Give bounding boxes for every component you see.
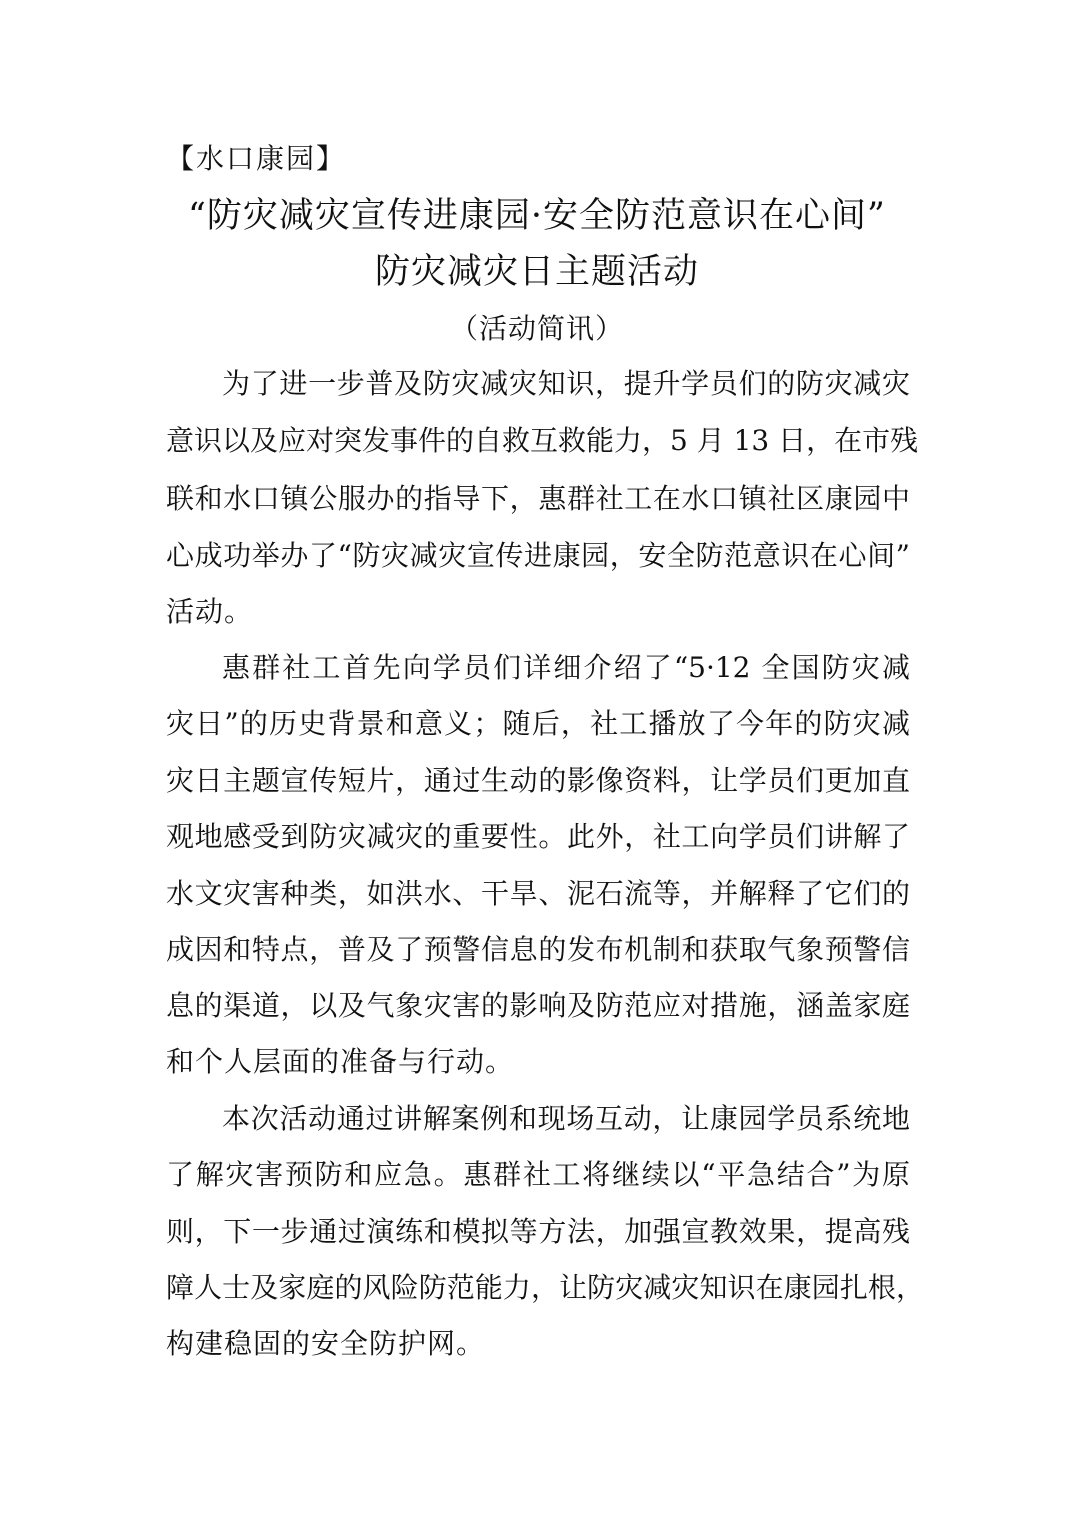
title-line-1: “防灾减灾宣传进康园·安全防范意识在心间”	[188, 196, 886, 236]
paragraph-line: 和个人层面的准备与行动。	[166, 1045, 515, 1078]
paragraph-line: 惠群社工首先向学员们详细介绍了“5·12 全国防灾减	[222, 651, 910, 684]
paragraph-line: 则，下一步通过演练和模拟等方法，加强宣教效果，提高残	[166, 1215, 910, 1248]
paragraph-line: 为了进一步普及防灾减灾知识，提升学员们的防灾减灾	[222, 367, 910, 400]
paragraph-line: 了解灾害预防和应急。惠群社工将继续以“平急结合”为原	[166, 1158, 910, 1191]
paragraph-line: 本次活动通过讲解案例和现场互动，让康园学员系统地	[222, 1102, 910, 1135]
paragraph-line: 意识以及应对突发事件的自救互救能力，5 月 13 日，在市残	[166, 424, 919, 457]
subtitle: （活动简讯）	[449, 312, 624, 345]
paragraph-line: 成因和特点，普及了预警信息的发布机制和获取气象预警信	[166, 933, 910, 966]
paragraph-line: 水文灾害种类，如洪水、干旱、泥石流等，并解释了它们的	[166, 877, 910, 910]
paragraph-line: 灾日”的历史背景和意义；随后，社工播放了今年的防灾减	[166, 707, 910, 740]
paragraph-line: 障人士及家庭的风险防范能力，让防灾减灾知识在康园扎根，	[166, 1271, 924, 1304]
paragraph-line: 活动。	[166, 595, 254, 628]
paragraph-line: 灾日主题宣传短片，通过生动的影像资料，让学员们更加直	[166, 764, 910, 797]
paragraph-line: 构建稳固的安全防护网。	[166, 1327, 486, 1360]
section-tag: 【水口康园】	[166, 142, 347, 175]
paragraph-line: 观地感受到防灾减灾的重要性。此外，社工向学员们讲解了	[166, 820, 910, 853]
paragraph-line: 息的渠道，以及气象灾害的影响及防范应对措施，涵盖家庭	[166, 989, 910, 1022]
paragraph-line: 联和水口镇公服办的指导下，惠群社工在水口镇社区康园中	[166, 482, 910, 515]
paragraph-line: 心成功举办了“防灾减灾宣传进康园，安全防范意识在心间”	[166, 539, 910, 572]
title-line-2: 防灾减灾日主题活动	[374, 252, 699, 292]
